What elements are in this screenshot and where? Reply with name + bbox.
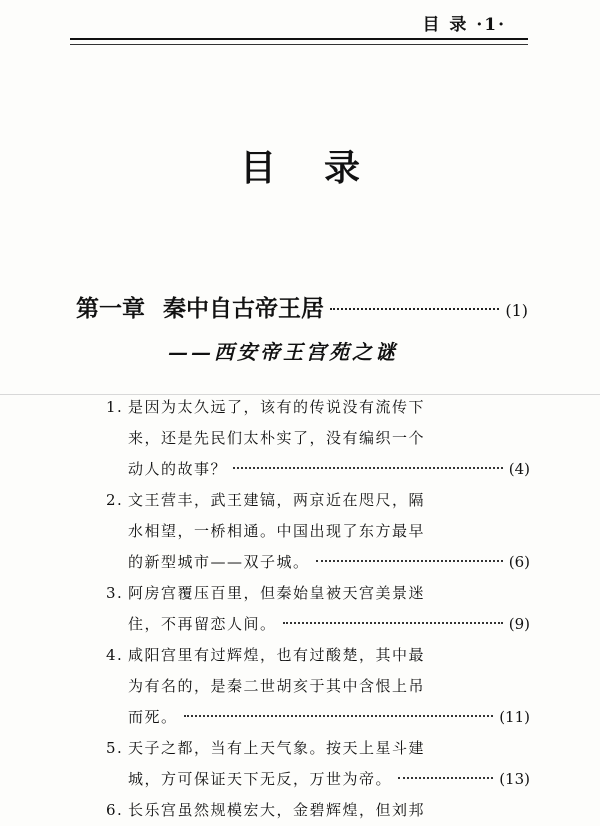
chapter-label: 第一章 <box>76 296 145 322</box>
dot-leader <box>398 776 493 779</box>
running-header-title: 目 录 ·1· <box>422 15 506 35</box>
entry-last-line <box>106 454 530 485</box>
entry-number: 1. <box>106 398 124 416</box>
entry-text-line: 是因为太久远了，该有的传说没有流传下 <box>128 398 426 416</box>
entry-text-line: 天子之都，当有上天气象。按天上星斗建 <box>128 739 426 757</box>
toc-entry[interactable] <box>106 733 530 795</box>
entry-last-line <box>106 547 530 578</box>
entry-text-line: 城，方可保证天下无反，万世为帝。 <box>128 770 393 788</box>
entry-page-number: (6) <box>508 553 530 571</box>
dot-leader <box>316 559 503 562</box>
chapter-page-number: (1) <box>505 301 528 320</box>
entry-line <box>106 516 530 547</box>
dot-leader <box>330 307 499 310</box>
entry-number: 6. <box>106 801 124 819</box>
entry-page-number: (9) <box>508 615 530 633</box>
entry-text-line: 长乐宫虽然规模宏大，金碧辉煌，但刘邦 <box>128 801 426 819</box>
entry-text-line: 文王营丰，武王建镐，两京近在咫尺，隔 <box>128 491 426 509</box>
header-rule <box>70 38 528 40</box>
entry-line <box>106 423 530 454</box>
entry-number: 5. <box>106 739 124 757</box>
entry-text-line: 来，还是先民们太朴实了，没有编织一个 <box>128 429 426 447</box>
entry-first-line <box>106 578 530 609</box>
entry-first-line <box>106 640 530 671</box>
entry-text-line: 为有名的，是秦二世胡亥于其中含恨上吊 <box>128 677 426 695</box>
entry-first-line <box>106 733 530 764</box>
toc-entry[interactable] <box>106 578 530 640</box>
entry-number: 4. <box>106 646 124 664</box>
dot-leader <box>184 714 494 717</box>
chapter-title: 秦中自古帝王居 <box>163 296 324 322</box>
entry-last-line <box>106 609 530 640</box>
entry-page-number: (11) <box>499 708 530 726</box>
entry-page-number: (13) <box>499 770 530 788</box>
dot-leader <box>283 621 503 624</box>
entry-first-line <box>106 392 530 423</box>
entry-text-line: 的新型城市——双子城。 <box>128 553 310 571</box>
entry-text-line: 动人的故事？ <box>128 460 228 478</box>
entry-line <box>106 671 530 702</box>
header-rule-thin <box>70 44 528 45</box>
entry-last-line <box>106 702 530 733</box>
running-header <box>70 8 528 34</box>
chapter-heading <box>76 290 528 330</box>
toc-entries <box>106 392 530 826</box>
entry-text-line: 而死。 <box>128 708 178 726</box>
entry-text-line: 水相望，一桥相通。中国出现了东方最早 <box>128 522 426 540</box>
entry-first-line <box>106 485 530 516</box>
toc-entry[interactable] <box>106 640 530 733</box>
entry-last-line <box>106 764 530 795</box>
entry-number: 2. <box>106 491 124 509</box>
toc-entry[interactable] <box>106 392 530 485</box>
toc-entry[interactable] <box>106 485 530 578</box>
entry-number: 3. <box>106 584 124 602</box>
entry-text-line: 阿房宫覆压百里，但秦始皇被天宫美景迷 <box>128 584 426 602</box>
entry-text-line: 咸阳宫里有过辉煌，也有过酸楚，其中最 <box>128 646 426 664</box>
entry-text-line: 住，不再留恋人间。 <box>128 615 277 633</box>
dot-leader <box>233 466 503 469</box>
chapter-subtitle: ——西安帝王宫苑之谜 <box>168 340 398 364</box>
entry-page-number: (4) <box>508 460 530 478</box>
page-title: 目录 <box>239 148 408 189</box>
